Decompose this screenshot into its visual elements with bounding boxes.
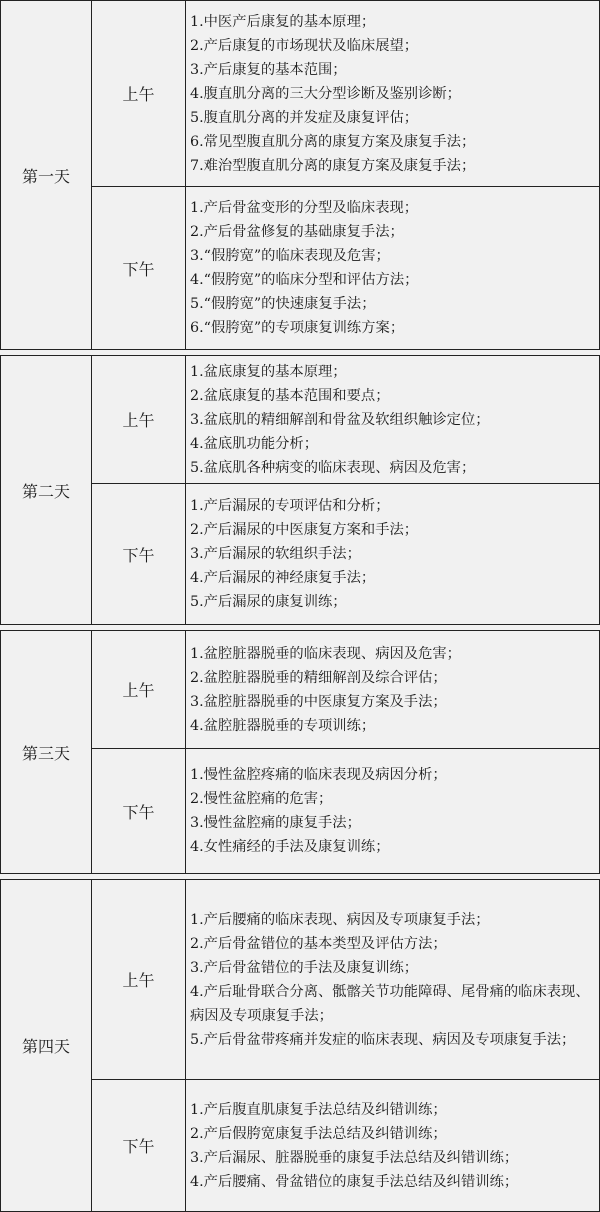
day-block-4 <box>0 880 600 1211</box>
session-label-afternoon: 下午 <box>92 484 186 624</box>
list-item: 4.女性痛经的手法及康复训练； <box>190 839 390 855</box>
list-item: 5.腹直肌分离的并发症及康复评估； <box>190 109 419 126</box>
day-block-2 <box>0 356 600 624</box>
list-item: 5.产后漏尿的康复训练； <box>190 594 347 610</box>
list-item: 2.产后骨盆错位的基本类型及评估方法； <box>190 935 447 952</box>
list-item: 1.盆底康复的基本原理； <box>190 363 347 380</box>
morning-content <box>186 356 600 484</box>
list-item: 2.产后假胯宽康复手法总结及纠错训练； <box>190 1125 447 1142</box>
day-separator <box>0 349 600 356</box>
session-label-morning: 上午 <box>92 1 186 187</box>
list-item: 3.产后漏尿的软组织手法； <box>190 546 361 562</box>
list-item: 3.慢性盆腔痛的康复手法； <box>190 815 361 831</box>
list-item: 4.盆底肌功能分析； <box>190 435 319 452</box>
day-separator <box>0 873 600 880</box>
list-item: 2.盆底康复的基本范围和要点； <box>190 387 390 404</box>
list-item: 1.产后腰痛的临床表现、病因及专项康复手法； <box>190 911 490 928</box>
morning-content <box>186 631 600 749</box>
list-item: 2.产后漏尿的中医康复方案和手法； <box>190 522 419 538</box>
session-label-morning: 上午 <box>92 356 186 484</box>
session-label-afternoon: 下午 <box>92 1080 186 1211</box>
list-item: 3.盆腔脏器脱垂的中医康复方案及手法； <box>190 693 447 710</box>
list-item: 3.产后漏尿、脏器脱垂的康复手法总结及纠错训练； <box>190 1149 519 1166</box>
list-item: 4.盆腔脏器脱垂的专项训练； <box>190 717 376 734</box>
list-item: 3.“假胯宽”的临床表现及危害； <box>190 248 390 264</box>
list-item: 2.产后骨盆修复的基础康复手法； <box>190 224 404 240</box>
list-item: 4.产后腰痛、骨盆错位的康复手法总结及纠错训练； <box>190 1173 519 1190</box>
day-separator <box>0 624 600 631</box>
list-item: 1.产后骨盆变形的分型及临床表现； <box>190 200 419 216</box>
list-item: 6.“假胯宽”的专项康复训练方案； <box>190 320 405 336</box>
list-item: 1.中医产后康复的基本原理； <box>190 13 376 30</box>
list-item: 4.腹直肌分离的三大分型诊断及鉴别诊断； <box>190 85 461 102</box>
list-item: 3.盆底肌的精细解剖和骨盆及软组织触诊定位； <box>190 411 490 428</box>
list-item: 3.产后骨盆错位的手法及康复训练； <box>190 959 419 976</box>
afternoon-content <box>186 749 600 873</box>
list-item: 1.盆腔脏器脱垂的临床表现、病因及危害； <box>190 645 461 662</box>
list-item: 2.慢性盆腔痛的危害； <box>190 791 333 807</box>
day-label: 第一天 <box>0 1 92 349</box>
list-item: 1.产后漏尿的专项评估和分析； <box>190 498 390 514</box>
list-item: 4.产后耻骨联合分离、骶髂关节功能障碍、尾骨痛的临床表现、病因及专项康复手法； <box>190 983 590 1024</box>
list-item: 7.难治型腹直肌分离的康复方案及康复手法； <box>190 157 476 174</box>
afternoon-content <box>186 187 600 349</box>
day-label: 第二天 <box>0 356 92 624</box>
list-item: 4.产后漏尿的神经康复手法； <box>190 570 376 586</box>
session-label-afternoon: 下午 <box>92 187 186 349</box>
session-label-morning: 上午 <box>92 880 186 1080</box>
list-item: 5.产后骨盆带疼痛并发症的临床表现、病因及专项康复手法； <box>190 1031 576 1048</box>
day-label: 第三天 <box>0 631 92 873</box>
list-item: 2.产后康复的市场现状及临床展望； <box>190 37 419 54</box>
morning-content <box>186 1 600 187</box>
list-item: 3.产后康复的基本范围； <box>190 61 347 78</box>
list-item: 5.盆底肌各种病变的临床表现、病因及危害； <box>190 459 476 476</box>
day-label: 第四天 <box>0 880 92 1211</box>
list-item: 5.“假胯宽”的快速康复手法； <box>190 296 376 312</box>
list-item: 4.“假胯宽”的临床分型和评估方法； <box>190 272 419 288</box>
list-item: 1.慢性盆腔疼痛的临床表现及病因分析； <box>190 767 447 783</box>
session-label-afternoon: 下午 <box>92 749 186 873</box>
list-item: 1.产后腹直肌康复手法总结及纠错训练； <box>190 1101 447 1118</box>
list-item: 6.常见型腹直肌分离的康复方案及康复手法； <box>190 133 476 150</box>
afternoon-content <box>186 1080 600 1211</box>
day-block-3 <box>0 631 600 873</box>
list-item: 2.盆腔脏器脱垂的精细解剖及综合评估； <box>190 669 447 686</box>
day-block-1 <box>0 1 600 349</box>
afternoon-content <box>186 484 600 624</box>
session-label-morning: 上午 <box>92 631 186 749</box>
morning-content <box>186 880 600 1080</box>
